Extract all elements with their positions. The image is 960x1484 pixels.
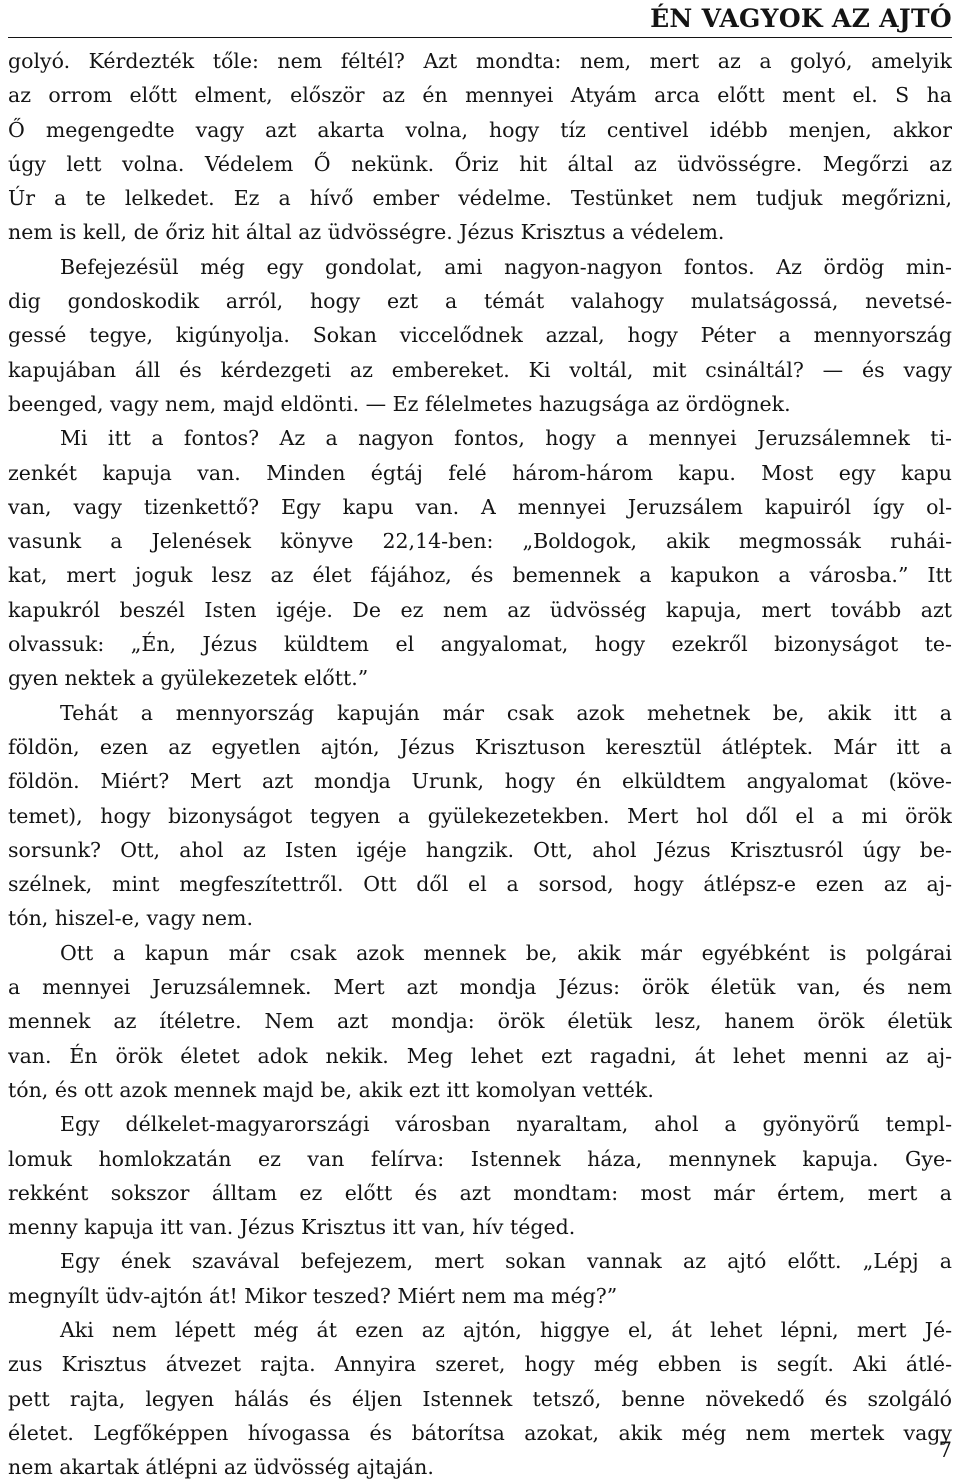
text-line: kapujában áll és kérdezgeti az embereket. Ki voltál, mit csináltál? — és vagy xyxy=(8,357,952,382)
text-line: úgy lett volna. Védelem Ő nekünk. Őriz hit által az üdvösségre. Megőrzi az xyxy=(8,151,952,176)
text-line: szélnek, mint megfeszítettről. Ott dől el a sorsod, hogy átlépsz-e ezen az aj- xyxy=(8,872,952,897)
running-title: ÉN VAGYOK AZ AJTÓ xyxy=(650,4,952,33)
text-line: zenkét kapuja van. Minden égtáj felé három-három kapu. Most egy kapu xyxy=(8,460,952,485)
text-line: golyó. Kérdezték tőle: nem féltél? Azt mondta: nem, mert az a golyó, amelyik xyxy=(8,49,952,73)
text-line: Úr a te lelkedet. Ez a hívő ember védelme. Testünket nem tudjuk megőrizni, xyxy=(8,186,952,211)
text-line: földön, ezen az egyetlen ajtón, Jézus Krisztuson keresztül átléptek. Már itt a xyxy=(8,734,952,759)
text-line: nem akartak átlépni az üdvösség ajtaján. xyxy=(8,1455,434,1480)
text-line: földön. Miért? Mert azt mondja Urunk, hogy én elküldtem angyalomat (köve- xyxy=(8,769,952,794)
text-line: Egy ének szavával befejezem, mert sokan vannak az ajtó előtt. „Lépj a xyxy=(60,1249,952,1274)
text-line: kat, mert joguk lesz az élet fájához, és bemennek a kapukon a városba.” Itt xyxy=(8,563,952,588)
text-line: gyen nektek a gyülekezetek előtt.” xyxy=(8,666,369,691)
text-line: Befejezésül még egy gondolat, ami nagyon-nagyon fontos. Az ördög min- xyxy=(60,254,952,279)
text-line: Tehát a mennyország kapuján már csak azok mehetnek be, akik itt a xyxy=(60,700,952,725)
text-line: Mi itt a fontos? Az a nagyon fontos, hogy a mennyei Jeruzsálemnek ti- xyxy=(60,426,952,451)
text-line: Ő megengedte vagy azt akarta volna, hogy tíz centivel idébb menjen, akkor xyxy=(8,117,952,142)
text-line: menny kapuja itt van. Jézus Krisztus itt van, hív téged. xyxy=(8,1215,576,1240)
text-line: zus Krisztus átvezet rajta. Annyira szeret, hogy még ebben is segít. Aki átlé- xyxy=(8,1352,952,1377)
page-number: 7 xyxy=(938,1438,952,1462)
text-line: dig gondoskodik arról, hogy ezt a témát valahogy mulatságossá, nevetsé- xyxy=(8,289,952,314)
text-line: nem is kell, de őriz hit által az üdvösségre. Jézus Krisztus a védelem. xyxy=(8,220,725,245)
text-line: tón, és ott azok mennek majd be, akik ezt itt komolyan vették. xyxy=(8,1077,654,1102)
text-line: beenged, vagy nem, majd eldönti. — Ez félelmetes hazugsága az ördögnek. xyxy=(8,391,791,416)
text-line: kapukról beszél Isten igéje. De ez nem az üdvösség kapuja, mert tovább azt xyxy=(8,597,952,622)
text-line: életet. Legfőképpen hívogassa és bátorítsa azokat, akik még nem mertek vagy xyxy=(8,1420,952,1445)
text-line: Egy délkelet-magyarországi városban nyaraltam, ahol a gyönyörű templ- xyxy=(60,1112,952,1137)
text-line: megnyílt üdv-ajtón át! Mikor teszed? Miért nem ma még?” xyxy=(8,1283,618,1308)
text-line: Ott a kapun már csak azok mennek be, akik már egyébként is polgárai xyxy=(60,940,952,965)
text-line: a mennyei Jeruzsálemnek. Mert azt mondja Jézus: örök életük van, és nem xyxy=(8,975,952,1000)
text-line: vasunk a Jelenések könyve 22,14-ben: „Boldogok, akik megmossák ruhái- xyxy=(8,529,952,554)
text-line: Aki nem lépett még át ezen az ajtón, higgye el, át lehet lépni, mert Jé- xyxy=(60,1317,952,1342)
header-rule xyxy=(8,37,952,38)
text-line: lomuk homlokzatán ez van felírva: Istennek háza, mennynek kapuja. Gye- xyxy=(8,1146,952,1171)
text-line: pett rajta, legyen hálás és éljen Istennek tetsző, benne növekedő és szolgáló xyxy=(8,1386,952,1411)
text-line: olvassuk: „Én, Jézus küldtem el angyalomat, hogy ezekről bizonyságot te- xyxy=(8,632,952,657)
text-line: temet), hogy bizonyságot tegyen a gyülekezetekben. Mert hol dől el a mi örök xyxy=(8,803,952,828)
text-line: van, vagy tizenkettő? Egy kapu van. A mennyei Jeruzsálem kapuiról így ol- xyxy=(8,494,952,519)
text-line: az orrom előtt elment, először az én mennyei Atyám arca előtt ment el. S ha xyxy=(8,83,952,108)
text-line: tón, hiszel-e, vagy nem. xyxy=(8,906,253,931)
body-text xyxy=(8,44,952,1484)
text-line: rekként sokszor álltam ez előtt és azt mondtam: most már értem, mert a xyxy=(8,1180,952,1205)
text-line: gessé tegye, kigúnyolja. Sokan viccelődnek azzal, hogy Péter a mennyország xyxy=(8,323,952,348)
text-line: sorsunk? Ott, ahol az Isten igéje hangzik. Ott, ahol Jézus Krisztusról úgy be- xyxy=(8,837,952,862)
text-line: van. Én örök életet adok nekik. Meg lehet ezt ragadni, át lehet menni az aj- xyxy=(8,1043,952,1068)
text-line: mennek az ítéletre. Nem azt mondja: örök életük lesz, hanem örök életük xyxy=(8,1009,952,1034)
